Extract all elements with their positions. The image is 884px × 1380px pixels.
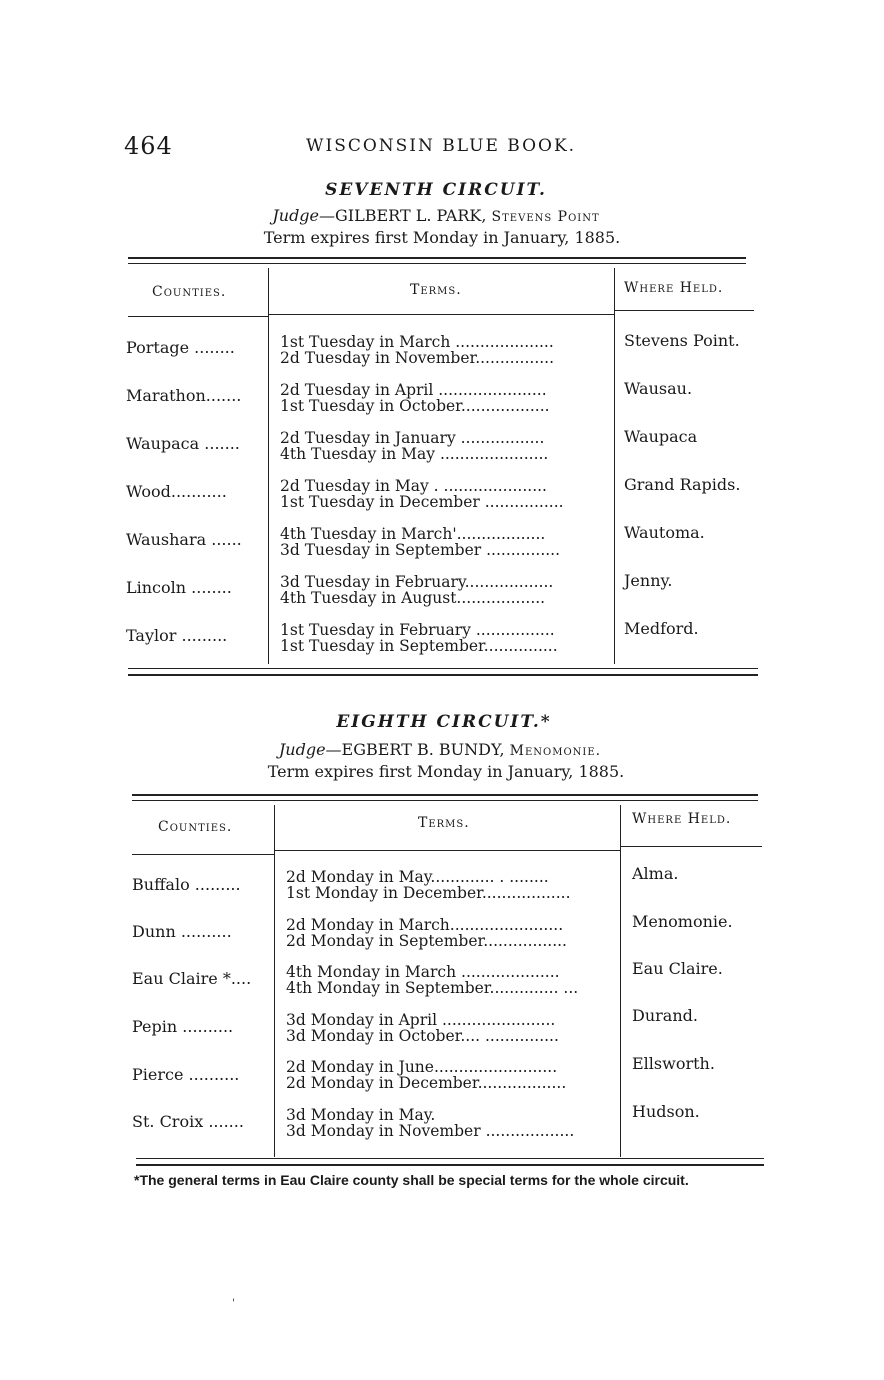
eighth-term-st-croix: 3d Monday in May. 3d Monday in November .................. [286, 1106, 575, 1140]
eighth-top-rule [132, 794, 758, 796]
seventh-place-marathon: Wausau. [624, 379, 693, 398]
eighth-col-divider-2 [620, 805, 621, 1157]
seventh-header-rule-right [614, 310, 754, 311]
eighth-county-eau-claire: Eau Claire *.... [132, 969, 252, 988]
judge-name: GILBERT L. PARK, [335, 206, 487, 225]
seventh-term-taylor: 1st Tuesday in February ................ 1st Tuesday in September............... [280, 621, 558, 655]
eighth-place-pepin: Durand. [632, 1006, 698, 1025]
running-head-title: WISCONSIN BLUE BOOK. [306, 136, 577, 156]
eighth-term-dunn: 2d Monday in March....................... 2d Monday in September................. [286, 916, 567, 950]
seventh-term-note: Term expires first Monday in January, 1885. [263, 228, 621, 247]
eighth-county-buffalo: Buffalo ......... [132, 875, 241, 894]
seventh-term-waupaca: 2d Tuesday in January ................. 4th Tuesday in May ...................... [280, 429, 549, 463]
seventh-header-terms: Terms. [410, 282, 462, 298]
seventh-place-waushara: Wautoma. [624, 523, 705, 542]
judge-city: Menomonie. [509, 743, 602, 759]
eighth-place-st-croix: Hudson. [632, 1102, 700, 1121]
seventh-term-wood: 2d Tuesday in May . ..................... 1st Tuesday in December ................ [280, 477, 564, 511]
seventh-term-waushara: 4th Tuesday in March'.................. 3d Tuesday in September ............... [280, 525, 561, 559]
seventh-county-marathon: Marathon....... [126, 386, 242, 405]
eighth-col-divider-1 [274, 805, 275, 1157]
seventh-judge-line [136, 206, 736, 225]
judge-label: Judge— [278, 740, 342, 759]
eighth-term-eau-claire: 4th Monday in March .................... 4th Monday in September.............. ... [286, 963, 579, 997]
seventh-county-waushara: Waushara ...... [126, 530, 242, 549]
eighth-bottom-rule-thin [136, 1158, 764, 1159]
eighth-header-where: Where Held. [632, 811, 732, 827]
eighth-circuit-title: EIGHTH CIRCUIT.* [336, 712, 552, 732]
judge-city: Stevens Point [491, 209, 600, 225]
eighth-place-buffalo: Alma. [632, 864, 679, 883]
judge-name: EGBERT B. BUNDY, [341, 740, 505, 759]
eighth-county-dunn: Dunn .......... [132, 922, 232, 941]
seventh-place-taylor: Medford. [624, 619, 699, 638]
seventh-place-lincoln: Jenny. [624, 571, 673, 590]
eighth-header-counties: Counties. [158, 819, 233, 835]
seventh-header-where: Where Held. [624, 280, 724, 296]
page-number: 464 [124, 132, 173, 160]
seventh-bottom-rule [128, 674, 758, 676]
seventh-place-wood: Grand Rapids. [624, 475, 741, 494]
eighth-place-eau-claire: Eau Claire. [632, 959, 723, 978]
eighth-header-terms: Terms. [418, 815, 470, 831]
eighth-top-rule-thin [132, 800, 758, 801]
eighth-county-pepin: Pepin .......... [132, 1017, 234, 1036]
footnote: *The general terms in Eau Claire county shall be special terms for the whole circuit. [134, 1172, 689, 1188]
eighth-place-dunn: Menomonie. [632, 912, 733, 931]
seventh-county-taylor: Taylor ......... [126, 626, 228, 645]
eighth-term-pierce: 2d Monday in June......................... 2d Monday in December.................. [286, 1058, 567, 1092]
eighth-judge-line [140, 740, 740, 759]
seventh-top-rule [128, 257, 746, 259]
seventh-term-lincoln: 3d Tuesday in February.................. 4th Tuesday in August.................. [280, 573, 554, 607]
seventh-county-waupaca: Waupaca ....... [126, 434, 240, 453]
eighth-term-buffalo: 2d Monday in May............. . ........ 1st Monday in December.................. [286, 868, 571, 902]
seventh-bottom-rule-thin [128, 668, 758, 669]
eighth-header-rule-right [620, 846, 762, 847]
judge-label: Judge— [272, 206, 336, 225]
eighth-county-pierce: Pierce .......... [132, 1065, 240, 1084]
seventh-term-marathon: 2d Tuesday in April ...................... 1st Tuesday in October.................. [280, 381, 550, 415]
seventh-county-wood: Wood........... [126, 482, 227, 501]
seventh-header-rule-left [128, 316, 268, 317]
eighth-county-st-croix: St. Croix ....... [132, 1112, 244, 1131]
seventh-circuit-title: SEVENTH CIRCUIT. [325, 180, 547, 200]
seventh-county-portage: Portage ........ [126, 338, 235, 357]
seventh-place-waupaca: Waupaca [624, 427, 698, 446]
seventh-county-lincoln: Lincoln ........ [126, 578, 232, 597]
eighth-term-pepin: 3d Monday in April ....................... 3d Monday in October.... ............... [286, 1011, 559, 1045]
eighth-header-rule-left [132, 854, 274, 855]
print-speck: ' [232, 1298, 235, 1309]
seventh-col-divider-2 [614, 268, 615, 664]
seventh-header-rule-mid [268, 314, 614, 315]
eighth-place-pierce: Ellsworth. [632, 1054, 715, 1073]
seventh-term-portage: 1st Tuesday in March .................... 2d Tuesday in November................ [280, 333, 555, 367]
eighth-term-note: Term expires first Monday in January, 1885. [267, 762, 625, 781]
seventh-header-counties: Counties. [152, 284, 227, 300]
seventh-place-portage: Stevens Point. [624, 331, 740, 350]
seventh-top-rule-thin [128, 263, 746, 264]
eighth-header-rule-mid [274, 850, 620, 851]
seventh-col-divider-1 [268, 268, 269, 664]
eighth-bottom-rule [136, 1164, 764, 1166]
